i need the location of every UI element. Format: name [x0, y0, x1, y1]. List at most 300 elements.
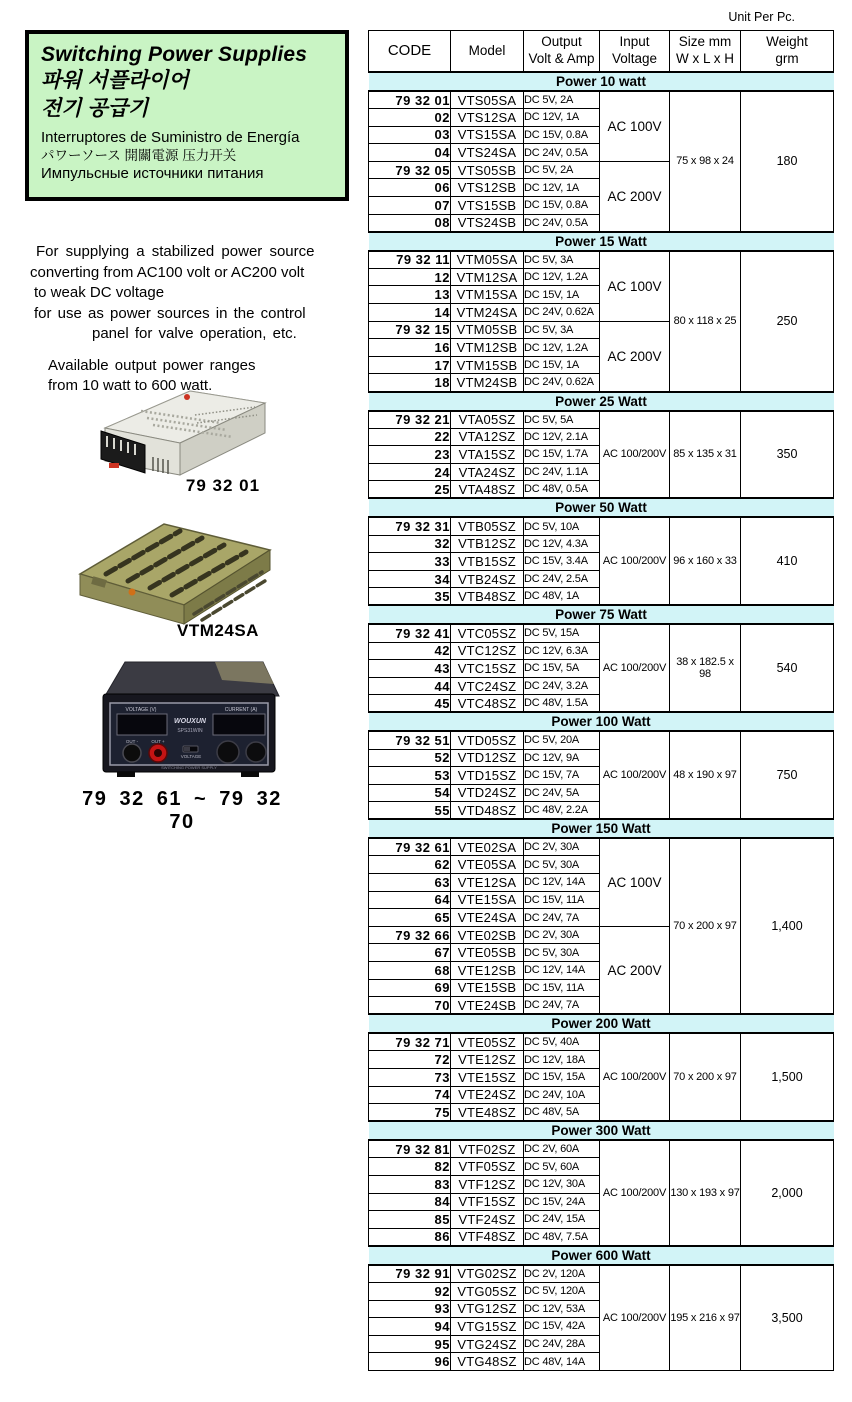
- cell-weight: 350: [741, 411, 834, 499]
- panel-out-pos-label: OUT +: [151, 739, 165, 744]
- cell-weight: 540: [741, 624, 834, 712]
- cell-code: 08: [369, 214, 451, 232]
- cell-code: 13: [369, 286, 451, 304]
- cell-weight: 1,500: [741, 1033, 834, 1121]
- table-row: [369, 517, 834, 535]
- cell-output: DC 24V, 0.5A: [524, 144, 600, 162]
- cell-output: DC 12V, 14A: [524, 962, 600, 980]
- cell-output: DC 15V, 0.8A: [524, 126, 600, 144]
- cell-model: VTG15SZ: [451, 1318, 524, 1336]
- cell-code: 79 32 91: [369, 1265, 451, 1283]
- cell-model: VTM05SB: [451, 321, 524, 339]
- section-title: Power 100 Watt: [369, 712, 834, 731]
- section-title: Power 10 watt: [369, 72, 834, 91]
- table-row: [369, 624, 834, 642]
- description-line: For supplying a stabilized power source: [36, 243, 315, 260]
- cell-weight: 750: [741, 731, 834, 819]
- description-line: for use as power sources in the control: [34, 304, 306, 322]
- cell-model: VTS24SB: [451, 214, 524, 232]
- cell-code: 79 32 71: [369, 1033, 451, 1051]
- cell-output: DC 5V, 30A: [524, 944, 600, 962]
- cell-input-voltage: AC 100/200V: [600, 731, 670, 819]
- cell-code: 62: [369, 856, 451, 874]
- cell-model: VTE02SB: [451, 926, 524, 944]
- cell-output: DC 12V, 14A: [524, 874, 600, 892]
- cell-code: 54: [369, 784, 451, 802]
- cell-output: DC 2V, 120A: [524, 1265, 600, 1283]
- cell-output: DC 2V, 30A: [524, 926, 600, 944]
- cell-output: DC 5V, 2A: [524, 91, 600, 109]
- cell-output: DC 12V, 2.1A: [524, 428, 600, 446]
- cell-output: DC 2V, 60A: [524, 1140, 600, 1158]
- section-band-row: [369, 498, 834, 517]
- panel-bottom-label: SWITCHING POWER SUPPLY: [161, 765, 217, 770]
- cell-input-voltage: AC 100V: [600, 251, 670, 321]
- cell-output: DC 15V, 24A: [524, 1193, 600, 1211]
- cell-code: 35: [369, 588, 451, 606]
- product-table-wrapper: [368, 30, 834, 1371]
- catalog-title: Switching Power Supplies: [41, 43, 308, 66]
- cell-code: 02: [369, 109, 451, 127]
- cell-output: DC 15V, 5A: [524, 660, 600, 678]
- cell-output: DC 24V, 28A: [524, 1335, 600, 1353]
- cell-output: DC 24V, 0.62A: [524, 374, 600, 392]
- section-title: Power 300 Watt: [369, 1121, 834, 1140]
- cell-model: VTB15SZ: [451, 553, 524, 571]
- section-title: Power 15 Watt: [369, 232, 834, 251]
- cell-model: VTA24SZ: [451, 463, 524, 481]
- section-band-row: [369, 605, 834, 624]
- cell-input-voltage: AC 100/200V: [600, 517, 670, 605]
- cell-output: DC 5V, 3A: [524, 321, 600, 339]
- cell-model: VTD15SZ: [451, 767, 524, 785]
- cell-code: 65: [369, 909, 451, 927]
- cell-output: DC 5V, 40A: [524, 1033, 600, 1051]
- cell-size: 75 x 98 x 24: [670, 91, 741, 232]
- section-band-row: [369, 232, 834, 251]
- cell-code: 94: [369, 1318, 451, 1336]
- unit-label: Unit Per Pc.: [728, 10, 795, 24]
- section-band-row: [369, 1246, 834, 1265]
- cell-model: VTE05SA: [451, 856, 524, 874]
- title-russian: Импульсные источники питания: [41, 164, 264, 182]
- cell-code: 63: [369, 874, 451, 892]
- cell-model: VTD48SZ: [451, 802, 524, 820]
- enclosed-psu-image: [95, 383, 275, 478]
- cell-size: 38 x 182.5 x 98: [670, 624, 741, 712]
- cell-input-voltage: AC 200V: [600, 926, 670, 1014]
- cell-model: VTF05SZ: [451, 1158, 524, 1176]
- cell-output: DC 5V, 30A: [524, 856, 600, 874]
- cell-model: VTG02SZ: [451, 1265, 524, 1283]
- info-box: [25, 30, 349, 201]
- cell-model: VTD05SZ: [451, 731, 524, 749]
- cell-code: 24: [369, 463, 451, 481]
- cell-code: 42: [369, 642, 451, 660]
- panel-out-neg-label: OUT -: [125, 739, 139, 744]
- section-band-row: [369, 72, 834, 91]
- cell-model: VTB48SZ: [451, 588, 524, 606]
- cell-model: VTA05SZ: [451, 411, 524, 429]
- cell-model: VTE05SB: [451, 944, 524, 962]
- cell-output: DC 15V, 42A: [524, 1318, 600, 1336]
- cell-code: 85: [369, 1211, 451, 1229]
- cell-model: VTE05SZ: [451, 1033, 524, 1051]
- cell-model: VTF24SZ: [451, 1211, 524, 1229]
- table-row: [369, 1033, 834, 1051]
- cell-output: DC 12V, 1A: [524, 179, 600, 197]
- cell-size: 48 x 190 x 97: [670, 731, 741, 819]
- cell-code: 17: [369, 356, 451, 374]
- cell-code: 74: [369, 1086, 451, 1104]
- cell-output: DC 12V, 1A: [524, 109, 600, 127]
- cell-code: 32: [369, 535, 451, 553]
- description-line: panel for valve operation, etc.: [92, 325, 297, 343]
- description-line: from 10 watt to 600 watt.: [48, 377, 213, 395]
- section-title: Power 75 Watt: [369, 605, 834, 624]
- cell-model: VTC24SZ: [451, 677, 524, 695]
- bench-psu-image: [95, 650, 280, 785]
- cell-output: DC 12V, 6.3A: [524, 642, 600, 660]
- cell-model: VTE15SA: [451, 891, 524, 909]
- table-header-row: [369, 31, 834, 73]
- cell-output: DC 5V, 3A: [524, 251, 600, 269]
- cell-input-voltage: AC 100/200V: [600, 411, 670, 499]
- cell-model: VTM12SB: [451, 339, 524, 357]
- cell-output: DC 15V, 11A: [524, 979, 600, 997]
- product-label: 79 32 01: [185, 476, 261, 495]
- cell-model: VTM24SB: [451, 374, 524, 392]
- cell-code: 25: [369, 481, 451, 499]
- cell-size: 80 x 118 x 25: [670, 251, 741, 392]
- cell-model: VTM05SA: [451, 251, 524, 269]
- product-label: VTM24SA: [177, 621, 259, 640]
- cell-output: DC 5V, 15A: [524, 624, 600, 642]
- cell-model: VTS24SA: [451, 144, 524, 162]
- cell-output: DC 12V, 18A: [524, 1051, 600, 1069]
- cell-model: VTB05SZ: [451, 517, 524, 535]
- cell-code: 43: [369, 660, 451, 678]
- cell-model: VTS12SA: [451, 109, 524, 127]
- cell-output: DC 2V, 30A: [524, 838, 600, 856]
- header-output-line2: Volt & Amp: [528, 51, 595, 66]
- section-title: Power 150 Watt: [369, 819, 834, 838]
- header-weight: [741, 31, 834, 73]
- cell-code: 64: [369, 891, 451, 909]
- cell-code: 82: [369, 1158, 451, 1176]
- cell-output: DC 48V, 2.2A: [524, 802, 600, 820]
- header-code: CODE: [369, 31, 451, 73]
- table-row: [369, 1140, 834, 1158]
- cell-input-voltage: AC 100V: [600, 838, 670, 926]
- header-size-line1: Size mm: [678, 34, 732, 50]
- cell-size: 96 x 160 x 33: [670, 517, 741, 605]
- cell-model: VTS12SB: [451, 179, 524, 197]
- cell-model: VTE02SA: [451, 838, 524, 856]
- cell-model: VTS05SB: [451, 161, 524, 179]
- description-line: converting from AC100 volt or AC200 volt: [30, 263, 305, 281]
- cell-model: VTA12SZ: [451, 428, 524, 446]
- cell-output: DC 12V, 53A: [524, 1300, 600, 1318]
- cell-model: VTE48SZ: [451, 1104, 524, 1122]
- cell-model: VTE24SZ: [451, 1086, 524, 1104]
- cell-input-voltage: AC 100/200V: [600, 1033, 670, 1121]
- cell-output: DC 15V, 0.8A: [524, 197, 600, 215]
- cell-code: 67: [369, 944, 451, 962]
- cell-model: VTB24SZ: [451, 570, 524, 588]
- cell-output: DC 12V, 4.3A: [524, 535, 600, 553]
- cell-model: VTE12SZ: [451, 1051, 524, 1069]
- cell-code: 79 32 11: [369, 251, 451, 269]
- cell-output: DC 48V, 1.5A: [524, 695, 600, 713]
- cell-model: VTF12SZ: [451, 1175, 524, 1193]
- cell-code: 73: [369, 1069, 451, 1087]
- cell-model: VTC15SZ: [451, 660, 524, 678]
- panel-voltage-label: VOLTAGE (V): [125, 707, 157, 713]
- cell-output: DC 48V, 0.5A: [524, 481, 600, 499]
- description-block: [28, 242, 360, 397]
- header-output-line1: Output: [541, 34, 582, 50]
- cell-output: DC 15V, 1A: [524, 356, 600, 374]
- cell-code: 86: [369, 1228, 451, 1246]
- cell-size: 130 x 193 x 97: [670, 1140, 741, 1246]
- section-title: Power 50 Watt: [369, 498, 834, 517]
- cell-model: VTF15SZ: [451, 1193, 524, 1211]
- cell-model: VTB12SZ: [451, 535, 524, 553]
- cell-size: 70 x 200 x 97: [670, 1033, 741, 1121]
- cell-code: 44: [369, 677, 451, 695]
- header-size-line2: W x L x H: [675, 51, 734, 66]
- cell-weight: 180: [741, 91, 834, 232]
- cell-model: VTE24SB: [451, 997, 524, 1015]
- cell-code: 72: [369, 1051, 451, 1069]
- cell-weight: 2,000: [741, 1140, 834, 1246]
- product-table: [368, 30, 834, 1371]
- cell-code: 04: [369, 144, 451, 162]
- section-band-row: [369, 1121, 834, 1140]
- cell-input-voltage: AC 100/200V: [600, 1140, 670, 1246]
- cell-input-voltage: AC 100/200V: [600, 624, 670, 712]
- cell-code: 06: [369, 179, 451, 197]
- cell-output: DC 48V, 7.5A: [524, 1228, 600, 1246]
- description-line: to weak DC voltage: [34, 284, 165, 302]
- section-band-row: [369, 712, 834, 731]
- cell-code: 34: [369, 570, 451, 588]
- section-title: Power 25 Watt: [369, 392, 834, 411]
- header-model: Model: [451, 31, 524, 73]
- cell-size: 195 x 216 x 97: [670, 1265, 741, 1371]
- cell-code: 79 32 51: [369, 731, 451, 749]
- cell-model: VTC12SZ: [451, 642, 524, 660]
- cell-code: 79 32 41: [369, 624, 451, 642]
- cell-weight: 250: [741, 251, 834, 392]
- header-input-line2: Voltage: [611, 51, 658, 66]
- cell-output: DC 24V, 3.2A: [524, 677, 600, 695]
- header-input: [600, 31, 670, 73]
- cell-model: VTG48SZ: [451, 1353, 524, 1371]
- cell-code: 53: [369, 767, 451, 785]
- section-band-row: [369, 1014, 834, 1033]
- cell-output: DC 12V, 1.2A: [524, 268, 600, 286]
- cell-model: VTA15SZ: [451, 446, 524, 464]
- cell-code: 22: [369, 428, 451, 446]
- cell-code: 12: [369, 268, 451, 286]
- cell-output: DC 12V, 9A: [524, 749, 600, 767]
- header-input-line1: Input: [619, 34, 650, 50]
- cell-output: DC 5V, 2A: [524, 161, 600, 179]
- cell-size: 70 x 200 x 97: [670, 838, 741, 1014]
- cell-code: 93: [369, 1300, 451, 1318]
- description-line: Available output power ranges: [48, 356, 256, 374]
- cell-output: DC 15V, 1.7A: [524, 446, 600, 464]
- cell-output: DC 24V, 10A: [524, 1086, 600, 1104]
- cell-model: VTM15SA: [451, 286, 524, 304]
- header-weight-line2: grm: [775, 51, 799, 66]
- cell-model: VTM24SA: [451, 304, 524, 322]
- cell-code: 83: [369, 1175, 451, 1193]
- cell-code: 69: [369, 979, 451, 997]
- cell-code: 79 32 01: [369, 91, 451, 109]
- cell-output: DC 24V, 1.1A: [524, 463, 600, 481]
- cell-output: DC 15V, 15A: [524, 1069, 600, 1087]
- section-band-row: [369, 819, 834, 838]
- cell-output: DC 5V, 5A: [524, 411, 600, 429]
- cell-output: DC 5V, 20A: [524, 731, 600, 749]
- cell-model: VTE12SA: [451, 874, 524, 892]
- product-photo-bench-psu: [95, 650, 280, 785]
- cell-code: 79 32 81: [369, 1140, 451, 1158]
- cell-output: DC 15V, 7A: [524, 767, 600, 785]
- section-title: Power 200 Watt: [369, 1014, 834, 1033]
- cell-code: 14: [369, 304, 451, 322]
- cell-code: 92: [369, 1282, 451, 1300]
- cell-output: DC 15V, 3.4A: [524, 553, 600, 571]
- panel-brand: WOUXUN: [174, 718, 206, 725]
- cell-code: 75: [369, 1104, 451, 1122]
- product-label: 79 32 61 ~ 79 32 70: [82, 788, 282, 833]
- cell-output: DC 24V, 7A: [524, 997, 600, 1015]
- cell-output: DC 15V, 1A: [524, 286, 600, 304]
- cell-code: 79 32 61: [369, 838, 451, 856]
- cell-output: DC 48V, 1A: [524, 588, 600, 606]
- title-korean-2: 전기 공급기: [41, 96, 149, 120]
- title-spanish: Interruptores de Suministro de Energía: [41, 129, 300, 147]
- header-weight-line1: Weight: [766, 34, 808, 50]
- cell-code: 07: [369, 197, 451, 215]
- cell-output: DC 24V, 2.5A: [524, 570, 600, 588]
- cell-code: 55: [369, 802, 451, 820]
- cell-code: 70: [369, 997, 451, 1015]
- header-output: [524, 31, 600, 73]
- cell-code: 95: [369, 1335, 451, 1353]
- panel-model: SPS31WIN: [177, 728, 203, 734]
- cell-model: VTS15SA: [451, 126, 524, 144]
- title-korean-1: 파워 서플라이어: [41, 69, 189, 92]
- cell-model: VTC48SZ: [451, 695, 524, 713]
- cell-output: DC 24V, 0.5A: [524, 214, 600, 232]
- cell-model: VTM12SA: [451, 268, 524, 286]
- cell-code: 33: [369, 553, 451, 571]
- cell-model: VTS15SB: [451, 197, 524, 215]
- cell-code: 79 32 66: [369, 926, 451, 944]
- header-size: [670, 31, 741, 73]
- cell-code: 79 32 31: [369, 517, 451, 535]
- cell-code: 79 32 21: [369, 411, 451, 429]
- title-japanese-chinese: パワーソース 開關電源 压力开关: [41, 147, 237, 163]
- cell-input-voltage: AC 200V: [600, 161, 670, 231]
- cell-model: VTD24SZ: [451, 784, 524, 802]
- cell-model: VTE15SZ: [451, 1069, 524, 1087]
- product-photo-enclosed-psu: [95, 383, 275, 478]
- panel-current-label: CURRENT (A): [224, 707, 258, 713]
- cell-output: DC 24V, 7A: [524, 909, 600, 927]
- cell-model: VTC05SZ: [451, 624, 524, 642]
- cell-code: 16: [369, 339, 451, 357]
- cell-model: VTE24SA: [451, 909, 524, 927]
- cell-model: VTG12SZ: [451, 1300, 524, 1318]
- cell-input-voltage: AC 100V: [600, 91, 670, 161]
- cell-input-voltage: AC 200V: [600, 321, 670, 391]
- cell-size: 85 x 135 x 31: [670, 411, 741, 499]
- cell-output: DC 48V, 14A: [524, 1353, 600, 1371]
- cell-output: DC 5V, 10A: [524, 517, 600, 535]
- cell-output: DC 12V, 30A: [524, 1175, 600, 1193]
- section-title: Power 600 Watt: [369, 1246, 834, 1265]
- section-band-row: [369, 392, 834, 411]
- table-row: [369, 1265, 834, 1283]
- cell-model: VTE15SB: [451, 979, 524, 997]
- panel-switch-label: VOLTAGE: [180, 754, 202, 759]
- cell-code: 23: [369, 446, 451, 464]
- cell-output: DC 48V, 5A: [524, 1104, 600, 1122]
- cell-model: VTF48SZ: [451, 1228, 524, 1246]
- table-row: [369, 411, 834, 429]
- cell-model: VTE12SB: [451, 962, 524, 980]
- cell-output: DC 5V, 60A: [524, 1158, 600, 1176]
- cell-model: VTG05SZ: [451, 1282, 524, 1300]
- cell-output: DC 5V, 120A: [524, 1282, 600, 1300]
- open-frame-psu-image: [72, 512, 277, 627]
- cell-weight: 3,500: [741, 1265, 834, 1371]
- cell-output: DC 15V, 11A: [524, 891, 600, 909]
- cell-output: DC 24V, 0.62A: [524, 304, 600, 322]
- cell-weight: 410: [741, 517, 834, 605]
- cell-code: 79 32 05: [369, 161, 451, 179]
- cell-model: VTF02SZ: [451, 1140, 524, 1158]
- cell-weight: 1,400: [741, 838, 834, 1014]
- cell-code: 84: [369, 1193, 451, 1211]
- cell-code: 79 32 15: [369, 321, 451, 339]
- cell-output: DC 24V, 5A: [524, 784, 600, 802]
- cell-code: 52: [369, 749, 451, 767]
- cell-code: 18: [369, 374, 451, 392]
- cell-model: VTA48SZ: [451, 481, 524, 499]
- table-row: [369, 91, 834, 109]
- cell-output: DC 24V, 15A: [524, 1211, 600, 1229]
- cell-model: VTG24SZ: [451, 1335, 524, 1353]
- cell-code: 45: [369, 695, 451, 713]
- cell-model: VTD12SZ: [451, 749, 524, 767]
- cell-input-voltage: AC 100/200V: [600, 1265, 670, 1371]
- table-row: [369, 838, 834, 856]
- table-row: [369, 731, 834, 749]
- table-row: [369, 251, 834, 269]
- product-photo-open-frame-psu: [72, 512, 277, 627]
- cell-code: 96: [369, 1353, 451, 1371]
- cell-model: VTM15SB: [451, 356, 524, 374]
- cell-model: VTS05SA: [451, 91, 524, 109]
- cell-output: DC 12V, 1.2A: [524, 339, 600, 357]
